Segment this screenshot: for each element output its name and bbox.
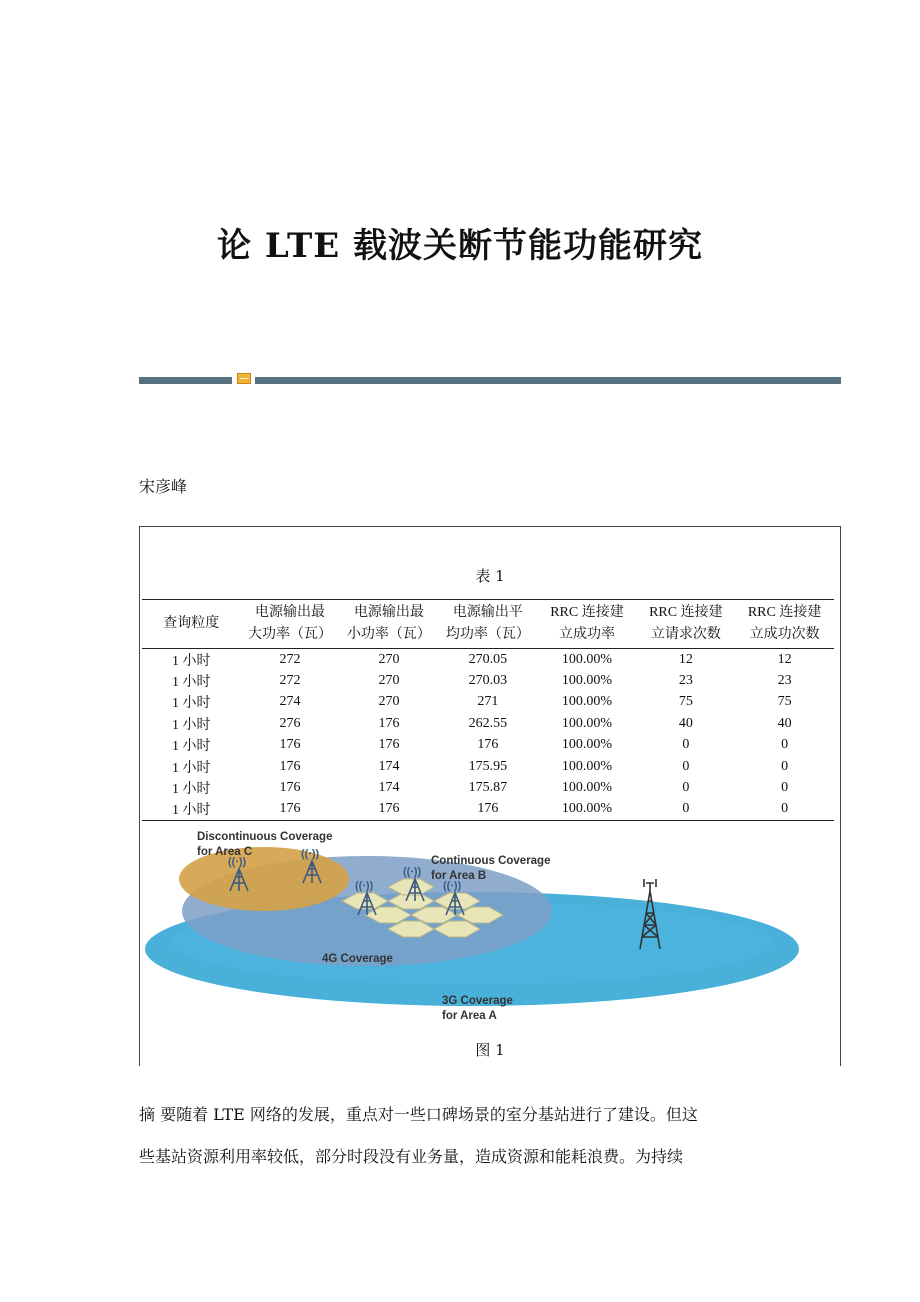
table-cell: 270 [378,694,400,710]
table-cell: 23 [777,673,792,689]
table-cell: 0 [636,799,735,821]
header-cell: 查询粒度 [142,600,240,649]
table-cell: 0 [682,758,690,774]
label-3g: 3G Coverage [442,995,513,1007]
table-caption: 表 1 [475,567,505,585]
author-name: 宋彦峰 [139,477,188,496]
table-cell: 175.95 [468,758,508,774]
table-cell: 176 [339,799,438,821]
label-area-c: Discontinuous Coverage [197,831,333,843]
table-cell: 1 小时 [171,717,211,733]
table-row [142,777,834,798]
header-cell: RRC 连接建 立成功次数 [735,600,834,649]
table-row [142,756,834,777]
svg-text:((⋅)): ((⋅)) [301,848,320,860]
table-cell: 1 小时 [171,653,211,669]
table-cell: 100.00% [537,799,636,821]
table-row [142,713,834,734]
section-divider [139,373,841,385]
figure-panel [139,526,841,1066]
header-cell: 电源输出最 大功率（瓦） [240,600,339,649]
header-cell: 电源输出最 小功率（瓦） [339,600,438,649]
table-cell: 274 [279,694,301,710]
table-cell: 0 [781,758,789,774]
table-cell: 270.03 [468,673,508,689]
page-title: 论 LTE 载波关断节能功能研究 [216,226,704,266]
label-3g-sub: for Area A [442,1010,497,1022]
divider-bar-right [255,377,841,384]
table-cell: 271 [477,694,499,710]
table-cell: 0 [781,780,789,796]
table-cell: 272 [279,651,301,667]
table-cell: 176 [378,715,400,731]
data-table [142,599,834,821]
table-cell: 100.00% [561,758,613,774]
label-area-c-sub: for Area C [197,846,253,858]
table-cell: 176 [279,780,301,796]
abstract-line: 些基站资源利用率较低，部分时段没有业务量，造成资源和能耗浪费。为持续 [139,1147,684,1166]
table-cell: 40 [777,715,792,731]
table-cell: 262.55 [468,715,508,731]
table-cell: 12 [678,651,693,667]
table-cell: 100.00% [561,715,613,731]
table-cell: 23 [678,673,693,689]
table-cell: 174 [378,758,400,774]
table-cell: 276 [279,715,301,731]
table-cell: 100.00% [561,673,613,689]
table-cell: 270 [378,673,400,689]
svg-text:((⋅)): ((⋅)) [228,856,247,868]
abstract [139,1094,799,1178]
label-area-b-sub: for Area B [431,870,487,882]
table-cell: 0 [735,799,834,821]
label-area-b: Continuous Coverage [431,855,551,867]
table-cell: 0 [781,737,789,753]
table-cell: 176 [240,799,339,821]
table-cell: 1 小时 [171,675,211,691]
table-cell: 75 [678,694,693,710]
svg-text:((⋅)): ((⋅)) [403,866,422,878]
table-cell: 175.87 [468,780,508,796]
divider-bar-left [139,377,232,384]
table-cell: 176 [279,758,301,774]
header-cell: 电源输出平 均功率（瓦） [438,600,537,649]
table-cell: 1 小时 [171,696,211,712]
divider-emblem-icon [237,373,251,384]
table-row [142,649,834,671]
table-header-row [142,600,834,649]
table-cell: 176 [438,799,537,821]
table-cell: 1 小时 [142,799,240,821]
table-row [142,692,834,713]
header-cell: RRC 连接建 立请求次数 [636,600,735,649]
table-cell: 100.00% [561,780,613,796]
table-cell: 1 小时 [171,782,211,798]
label-4g: 4G Coverage [322,953,393,965]
table-row [142,670,834,691]
table-cell: 40 [678,715,693,731]
table-cell: 0 [682,780,690,796]
abstract-line: 摘 要随着 LTE 网络的发展，重点对一些口碑场景的室分基站进行了建设。但这 [139,1105,698,1124]
table-cell: 176 [378,737,400,753]
table-cell: 272 [279,673,301,689]
table-cell: 100.00% [561,651,613,667]
svg-text:((⋅)): ((⋅)) [443,880,462,892]
table-cell: 174 [378,780,400,796]
svg-text:((⋅)): ((⋅)) [355,880,374,892]
table-cell: 75 [777,694,792,710]
table-cell: 270.05 [468,651,508,667]
table-cell: 176 [279,737,301,753]
coverage-diagram [142,819,838,1029]
table-cell: 270 [378,651,400,667]
table-row [142,799,834,821]
table-cell: 1 小时 [171,739,211,755]
table-cell: 100.00% [561,737,613,753]
table-cell: 1 小时 [171,760,211,776]
figure-caption: 图 1 [475,1041,505,1059]
table-cell: 0 [682,737,690,753]
table-cell: 176 [477,737,499,753]
header-cell: RRC 连接建 立成功率 [537,600,636,649]
table-cell: 12 [777,651,792,667]
table-cell: 100.00% [561,694,613,710]
table-row [142,735,834,756]
